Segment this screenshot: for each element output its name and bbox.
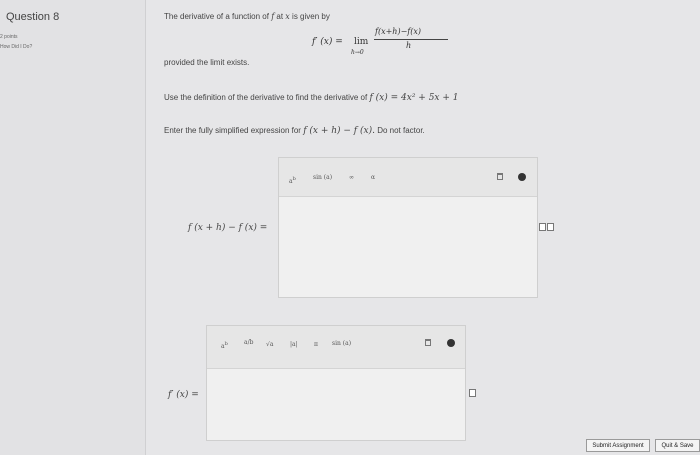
help-icon[interactable] [518, 173, 526, 181]
sin-tool[interactable]: sin (a) [332, 340, 352, 347]
math-toolbar-1 [279, 158, 537, 197]
answer-input-1[interactable] [279, 197, 537, 297]
fraction-bar [374, 39, 448, 40]
preview-icon[interactable] [539, 223, 546, 231]
answer-panel-2 [206, 325, 466, 441]
answer-label-2: f′ (x) = [168, 390, 199, 400]
sidebar-divider [145, 0, 146, 455]
enter-end: Do not factor. [377, 126, 425, 135]
infinity-tool[interactable]: ∞ [349, 174, 354, 181]
enter-expression: f (x + h) − f (x). [303, 126, 375, 136]
alpha-tool[interactable]: α [371, 174, 376, 181]
copy-icon[interactable] [547, 223, 554, 231]
trash-icon[interactable] [497, 173, 503, 180]
instruction-text: Use the definition of the derivative to find the derivative of [164, 93, 368, 102]
power-tool[interactable]: $a^b$ [221, 341, 228, 350]
answer-panel-1 [278, 157, 538, 298]
def-denominator: h [406, 41, 412, 50]
math-toolbar-2 [207, 326, 465, 369]
submit-assignment-button[interactable]: Submit Assignment [586, 439, 650, 452]
preview-icon[interactable] [469, 389, 476, 397]
def-lhs: f′ (x) = [312, 37, 343, 47]
limit-exists-text: provided the limit exists. [164, 58, 250, 67]
answer-input-2[interactable] [207, 369, 465, 440]
def-limsub: h→0 [351, 49, 364, 56]
pi-tool[interactable]: π [314, 341, 318, 348]
question-intro [164, 12, 330, 21]
derivative-definition [312, 27, 462, 57]
question-points: 2 points [0, 34, 18, 40]
enter-text: Enter the fully simplified expression for [164, 126, 301, 135]
help-link[interactable]: How Did I Do? [0, 44, 33, 50]
help-icon[interactable] [447, 339, 455, 347]
intro-end: is given by [292, 12, 330, 21]
enter-line [164, 126, 425, 136]
sin-tool[interactable]: sin (a) [313, 174, 333, 181]
instruction-line [164, 93, 458, 103]
answer-label-1: f (x + h) − f (x) = [188, 223, 268, 233]
def-numerator: f(x+h)−f(x) [375, 27, 421, 36]
trash-icon[interactable] [425, 339, 431, 346]
intro-at: at [276, 12, 284, 21]
abs-tool[interactable]: |a| [290, 341, 298, 348]
intro-x: x [285, 12, 290, 21]
question-sidebar [0, 0, 145, 455]
question-title: Question 8 [6, 11, 60, 23]
intro-f: f [271, 12, 275, 21]
quit-save-button[interactable]: Quit & Save [655, 439, 700, 452]
fraction-tool[interactable]: a/b [244, 339, 254, 346]
function-expression: f (x) = 4x² + 5x + 1 [369, 93, 459, 103]
sqrt-tool[interactable]: √a [266, 341, 274, 348]
intro-text: The derivative of a function of [164, 12, 269, 21]
power-tool[interactable]: $a^b$ [289, 176, 296, 185]
def-lim: lim [354, 37, 369, 47]
